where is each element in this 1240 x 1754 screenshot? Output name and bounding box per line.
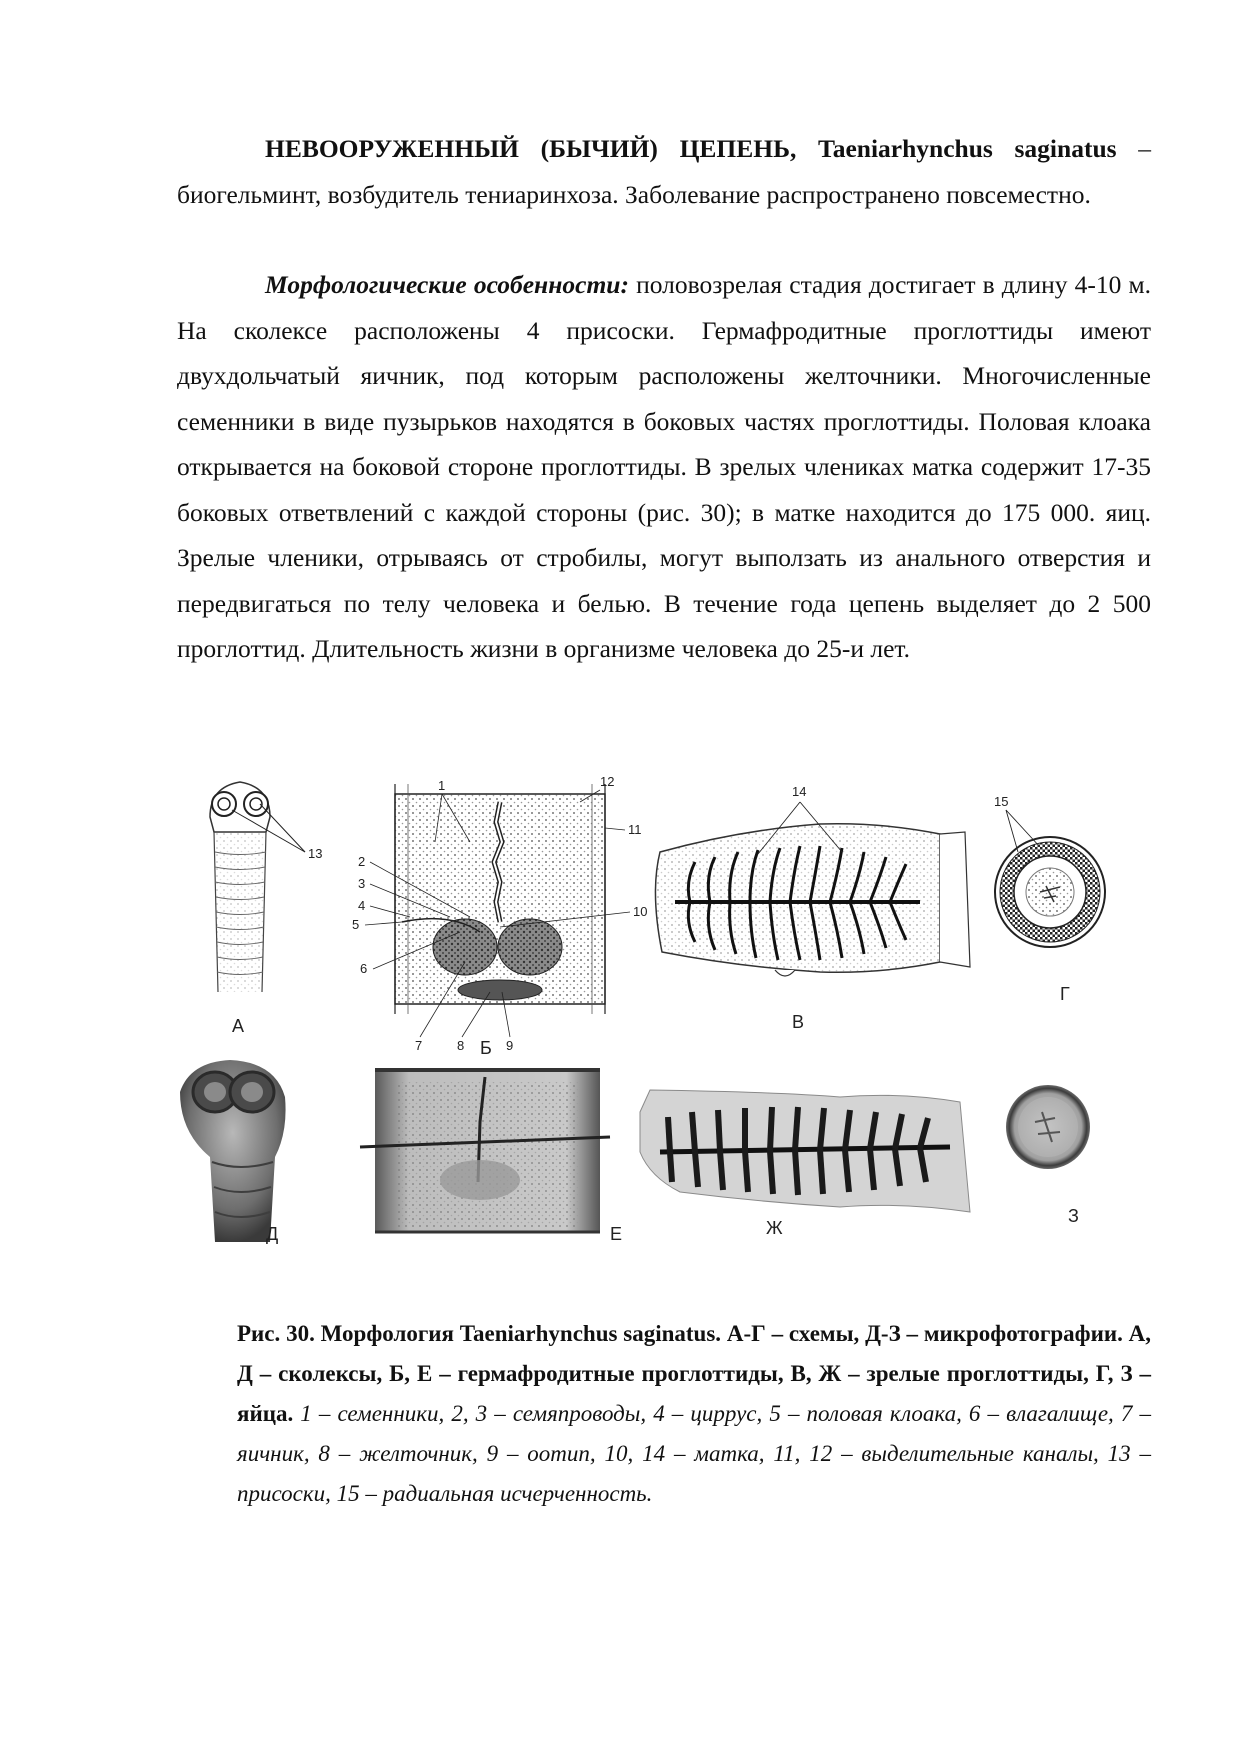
label-5: 5 xyxy=(352,917,360,932)
morphology-heading: Морфологические особенности: xyxy=(265,270,629,299)
intro-text: – биогельминт, возбудитель тениаринхоза. Заболевание распространено повсеместно. xyxy=(177,134,1152,209)
label-13: 13 xyxy=(308,846,323,861)
morphology-text: половозрелая стадия достигает в длину 4-10 м. На сколексе расположены 4 присоски. Гермафродитные проглоттиды имеют двухдольчатый яичник, под которым расположены желточники. Многочисленные семенники в виде пузырьков находятся в боковых частях проглоттиды. Половая клоака открывается на боковой стороне проглоттиды. В зрелых члениках матка содержит 17-35 боковых ответвлений с каждой стороны (рис. 30); в матке находится до 175 000. яиц. Зрелые членики, отрываясь от стробилы, могут выползать из анального отверстия и передвигаться по телу человека и белью. В течение года цепень выделяет до 2 500 проглоттид. Длительность жизни в организме человека до 25-и лет. xyxy=(177,270,1151,663)
figure-illustration xyxy=(180,762,1155,1292)
paragraph-intro xyxy=(177,126,1151,217)
panel-label-b: Б xyxy=(480,1038,492,1058)
panel-label-zh: Ж xyxy=(766,1218,783,1238)
panel-label-d: Д xyxy=(266,1224,279,1244)
caption-bold: Рис. 30. Морфология Taeniarhynchus saginatus. А-Г – схемы, Д-З – микрофотографии. А, Д – сколексы, Б, Е – гермафродитные проглоттиды, В, Ж – зрелые проглоттиды, Г, З – яйца. xyxy=(237,1321,1151,1426)
panel-label-v: В xyxy=(792,1012,805,1032)
panel-v-mature-proglottid-scheme xyxy=(655,784,970,1032)
panel-label-a: А xyxy=(232,1016,245,1036)
panel-b-proglottid-scheme xyxy=(352,774,647,1058)
paragraph-morphology xyxy=(177,262,1151,672)
label-4: 4 xyxy=(358,898,366,913)
panel-label-g: Г xyxy=(1060,984,1070,1004)
panel-z-egg-photo xyxy=(1006,1085,1090,1226)
panel-d-scolex-photo xyxy=(180,1060,286,1244)
label-1: 1 xyxy=(438,778,446,793)
panel-label-z: З xyxy=(1068,1206,1079,1226)
species-title: НЕВООРУЖЕННЫЙ (БЫЧИЙ) ЦЕПЕНЬ, Taeniarhynchus saginatus xyxy=(265,134,1117,163)
label-3: 3 xyxy=(358,876,366,891)
panel-g-egg-scheme xyxy=(994,794,1105,1004)
panel-e-proglottid-photo xyxy=(360,1070,622,1244)
label-12: 12 xyxy=(600,774,615,789)
label-7: 7 xyxy=(415,1038,423,1053)
label-6: 6 xyxy=(360,961,368,976)
label-15: 15 xyxy=(994,794,1009,809)
figure-caption xyxy=(237,1314,1151,1514)
panel-label-e: Е xyxy=(610,1224,623,1244)
label-10: 10 xyxy=(633,904,648,919)
label-11: 11 xyxy=(628,822,642,837)
panel-zh-mature-proglottid-photo xyxy=(640,1090,970,1238)
panel-a-scolex-scheme xyxy=(210,782,322,1036)
figure-30 xyxy=(180,762,1155,1292)
label-8: 8 xyxy=(457,1038,465,1053)
label-2: 2 xyxy=(358,854,366,869)
label-14: 14 xyxy=(792,784,807,799)
caption-legend: 1 – семенники, 2, 3 – семяпроводы, 4 – циррус, 5 – половая клоака, 6 – влагалище, 7 – яичник, 8 – желточник, 9 – оотип, 10, 14 – матка, 11, 12 – выделительные каналы, 13 – присоски, 15 – радиальная исчерченность. xyxy=(237,1401,1151,1506)
label-9: 9 xyxy=(506,1038,514,1053)
